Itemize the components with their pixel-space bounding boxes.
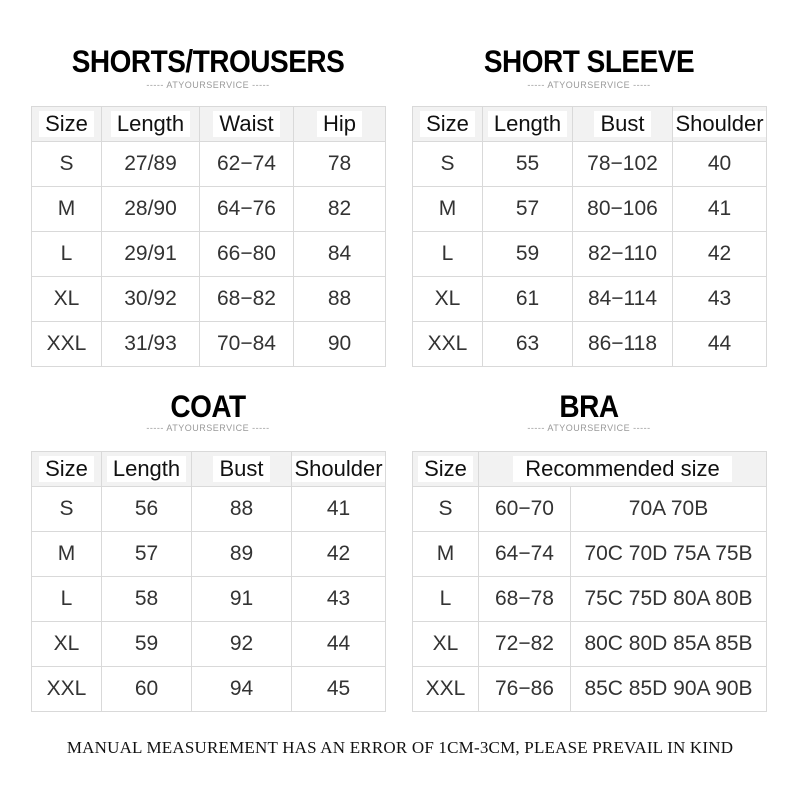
bra-section [412, 385, 766, 720]
table-cell: 68−82 [200, 277, 294, 322]
table-cell: 27/89 [102, 142, 200, 187]
short-sleeve-section [412, 40, 766, 375]
table-cell: 78−102 [573, 142, 673, 187]
table-cell: 70C 70D 75A 75B [571, 532, 767, 577]
table-cell: 41 [292, 487, 386, 532]
section-subtitle: ----- ATYOURSERVICE ----- [527, 80, 651, 90]
table-cell: XXL [32, 667, 102, 712]
table-row [32, 532, 386, 577]
table-header-row [413, 107, 767, 142]
table-cell: 88 [192, 487, 292, 532]
table-row [32, 142, 386, 187]
table-cell: 84−114 [573, 277, 673, 322]
table-cell: L [413, 232, 483, 277]
column-header: Size [418, 456, 473, 482]
table-cell: 44 [292, 622, 386, 667]
table-row [32, 667, 386, 712]
size-table [31, 451, 386, 712]
table-cell: M [32, 532, 102, 577]
table-cell: S [413, 487, 479, 532]
table-cell: 84 [294, 232, 386, 277]
column-header: Hip [317, 111, 362, 137]
column-header: Recommended size [513, 456, 731, 482]
table-row [413, 187, 767, 232]
table-cell: 80C 80D 85A 85B [571, 622, 767, 667]
table-cell: 57 [102, 532, 192, 577]
table-cell: 70A 70B [571, 487, 767, 532]
table-cell: XL [32, 277, 102, 322]
table-cell: XXL [413, 322, 483, 367]
table-cell: 60 [102, 667, 192, 712]
table-cell: 42 [292, 532, 386, 577]
table-cell: 29/91 [102, 232, 200, 277]
table-row [413, 277, 767, 322]
table-cell: 76−86 [479, 667, 571, 712]
section-title: BRA [559, 389, 619, 424]
table-cell: 41 [673, 187, 767, 232]
table-cell: 64−74 [479, 532, 571, 577]
table-cell: S [32, 142, 102, 187]
table-row [413, 667, 767, 712]
table-cell: L [32, 577, 102, 622]
table-cell: S [413, 142, 483, 187]
table-row [32, 277, 386, 322]
table-cell: L [413, 577, 479, 622]
table-cell: 82 [294, 187, 386, 232]
size-table [412, 106, 767, 367]
table-cell: 28/90 [102, 187, 200, 232]
table-cell: 61 [483, 277, 573, 322]
table-cell: 55 [483, 142, 573, 187]
column-header: Bust [594, 111, 650, 137]
column-header: Size [420, 111, 475, 137]
table-cell: 44 [673, 322, 767, 367]
table-cell: 43 [673, 277, 767, 322]
column-header: Shoulder [294, 456, 383, 481]
table-cell: 92 [192, 622, 292, 667]
table-cell: 63 [483, 322, 573, 367]
measurement-note: MANUAL MEASUREMENT HAS AN ERROR OF 1CM-3CM, PLEASE PREVAIL IN KIND [66, 738, 734, 757]
table-cell: 30/92 [102, 277, 200, 322]
table-cell: 62−74 [200, 142, 294, 187]
table-cell: 85C 85D 90A 90B [571, 667, 767, 712]
table-cell: 78 [294, 142, 386, 187]
table-cell: 43 [292, 577, 386, 622]
table-cell: 64−76 [200, 187, 294, 232]
table-cell: 59 [102, 622, 192, 667]
table-cell: S [32, 487, 102, 532]
table-cell: L [32, 232, 102, 277]
section-title: COAT [170, 389, 246, 424]
coat-section [31, 385, 385, 720]
table-cell: XXL [32, 322, 102, 367]
table-cell: 59 [483, 232, 573, 277]
table-cell: 45 [292, 667, 386, 712]
table-cell: 86−118 [573, 322, 673, 367]
table-cell: M [413, 532, 479, 577]
column-header: Length [488, 111, 567, 137]
size-table [412, 451, 767, 712]
table-header-row [32, 452, 386, 487]
table-row [413, 232, 767, 277]
table-row [413, 577, 767, 622]
table-cell: 66−80 [200, 232, 294, 277]
table-row [32, 232, 386, 277]
table-cell: 80−106 [573, 187, 673, 232]
table-cell: XL [413, 622, 479, 667]
table-cell: 31/93 [102, 322, 200, 367]
table-cell: 72−82 [479, 622, 571, 667]
column-header: Size [39, 456, 94, 482]
table-row [32, 622, 386, 667]
table-row [32, 322, 386, 367]
section-subtitle: ----- ATYOURSERVICE ----- [527, 423, 651, 433]
column-header: Bust [213, 456, 269, 482]
table-header-row [413, 452, 767, 487]
table-cell: 42 [673, 232, 767, 277]
table-row [32, 577, 386, 622]
table-cell: M [32, 187, 102, 232]
table-cell: M [413, 187, 483, 232]
table-cell: 57 [483, 187, 573, 232]
column-header: Size [39, 111, 94, 137]
column-header: Length [107, 456, 186, 482]
table-row [413, 142, 767, 187]
table-cell: 60−70 [479, 487, 571, 532]
column-header: Length [111, 111, 190, 137]
table-cell: 75C 75D 80A 80B [571, 577, 767, 622]
size-table [31, 106, 386, 367]
section-title: SHORTS/TROUSERS [71, 44, 345, 79]
column-header: Waist [213, 111, 279, 137]
table-cell: 90 [294, 322, 386, 367]
table-cell: 40 [673, 142, 767, 187]
table-cell: XL [32, 622, 102, 667]
table-cell: XXL [413, 667, 479, 712]
table-row [413, 622, 767, 667]
table-cell: 68−78 [479, 577, 571, 622]
table-row [413, 487, 767, 532]
table-row [32, 487, 386, 532]
table-cell: XL [413, 277, 483, 322]
section-subtitle: ----- ATYOURSERVICE ----- [146, 80, 270, 90]
table-header-row [32, 107, 386, 142]
table-cell: 88 [294, 277, 386, 322]
table-cell: 91 [192, 577, 292, 622]
section-title: SHORT SLEEVE [483, 44, 695, 79]
section-subtitle: ----- ATYOURSERVICE ----- [146, 423, 270, 433]
column-header: Shoulder [675, 111, 764, 136]
table-row [413, 322, 767, 367]
table-cell: 70−84 [200, 322, 294, 367]
table-row [32, 187, 386, 232]
table-cell: 82−110 [573, 232, 673, 277]
shorts-trousers-section [31, 40, 385, 375]
table-cell: 94 [192, 667, 292, 712]
table-row [413, 532, 767, 577]
table-cell: 56 [102, 487, 192, 532]
table-cell: 58 [102, 577, 192, 622]
table-cell: 89 [192, 532, 292, 577]
